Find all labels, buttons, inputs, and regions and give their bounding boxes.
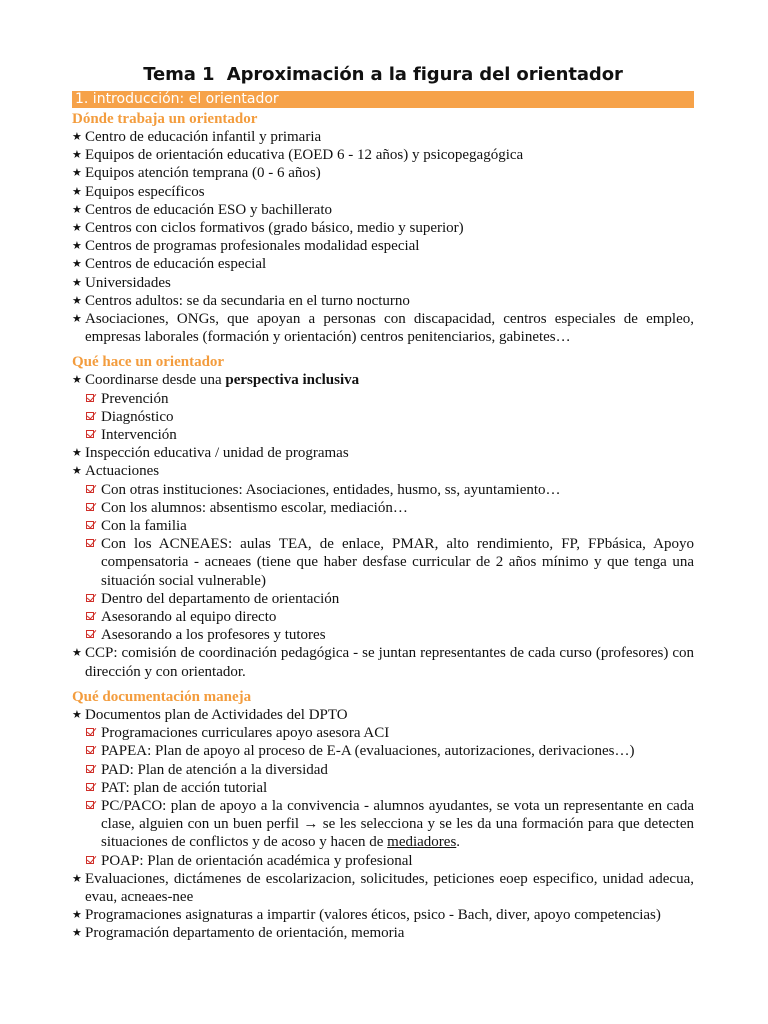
star-bullet-icon: ★ xyxy=(72,166,82,180)
list-item xyxy=(86,426,694,444)
list-item xyxy=(86,499,694,517)
checkbox-checked-icon xyxy=(86,485,94,493)
list-item-text: Prevención xyxy=(101,390,169,407)
plan-text: Documentos plan de Actividades del DPTO xyxy=(85,706,348,723)
list-item-text: POAP: Plan de orientación académica y profesional xyxy=(101,852,413,869)
list-item xyxy=(72,644,694,680)
checkbox-checked-icon xyxy=(86,539,94,547)
section-header: 1. introducción: el orientador xyxy=(72,91,694,108)
mediadores-underlined: mediadores xyxy=(387,834,457,851)
list-item-text: Asesorando a los profesores y tutores xyxy=(101,627,326,644)
checkbox-checked-icon xyxy=(86,503,94,511)
heading-docs: Qué documentación maneja xyxy=(72,688,252,705)
star-bullet-icon: ★ xyxy=(72,257,82,271)
star-bullet-icon: ★ xyxy=(72,275,82,289)
list-item xyxy=(72,183,694,201)
list-item xyxy=(72,128,694,146)
checkbox-checked-icon xyxy=(86,394,94,402)
star-bullet-icon: ★ xyxy=(72,293,82,307)
list-item-text: Con los alumnos: absentismo escolar, mediación… xyxy=(101,499,408,516)
list-item-text: Asociaciones, ONGs, que apoyan a personas con discapacidad, centros especiales de empleo, empresas laborales (formación y orientación) centros penitenciarios, gabinetes… xyxy=(85,311,694,346)
star-bullet-icon: ★ xyxy=(72,908,82,922)
list-item xyxy=(72,371,694,444)
list-item xyxy=(72,292,694,310)
pc-text: PC/PACO: plan de apoyo a la convivencia - alumnos ayudantes, se vota un representante en cada clase, alguien con un buen perfil → se les selecciona y se les da una formación para que detecten situaciones de conflictos y de acoso y hacen de xyxy=(101,797,694,851)
list-item-text: Asesorando al equipo directo xyxy=(101,609,277,626)
list-item xyxy=(72,310,694,346)
list-item xyxy=(86,852,694,870)
star-bullet-icon: ★ xyxy=(72,446,82,460)
list-item xyxy=(86,724,694,742)
pc-end: . xyxy=(456,834,461,851)
list-item xyxy=(72,219,694,237)
list-item-text: Centros con ciclos formativos (grado básico, medio y superior) xyxy=(85,220,464,237)
list-item xyxy=(72,274,694,292)
list-item-text: PAPEA: Plan de apoyo al proceso de E-A (evaluaciones, autorizaciones, derivaciones…) xyxy=(101,743,635,760)
checkbox-checked-icon xyxy=(86,412,94,420)
list-item-text: Intervención xyxy=(101,427,177,444)
page-title xyxy=(72,64,694,86)
coord-bold: perspectiva inclusiva xyxy=(225,372,360,389)
coord-text: Coordinarse desde una xyxy=(85,372,222,389)
list-item-text: Con los ACNEAES: aulas TEA, de enlace, PMAR, alto rendimiento, FP, FPbásica, Apoyo compensatoria - acneaes (tiene que haber desfase curricular de 2 años mínimo y que tenga una situación social vulnerable) xyxy=(101,536,694,589)
checkbox-checked-icon xyxy=(86,765,94,773)
list-item xyxy=(86,779,694,797)
star-bullet-icon: ★ xyxy=(72,464,82,478)
list-item xyxy=(72,444,694,462)
checkbox-checked-icon xyxy=(86,801,94,809)
list-item-text: Programación departamento de orientación, memoria xyxy=(85,925,405,942)
list-item xyxy=(72,255,694,273)
star-bullet-icon: ★ xyxy=(72,148,82,162)
star-bullet-icon: ★ xyxy=(72,312,82,326)
what-list xyxy=(72,371,694,680)
list-item xyxy=(72,906,694,924)
list-item-text: Centros de programas profesionales modalidad especial xyxy=(85,238,420,255)
star-bullet-icon: ★ xyxy=(72,202,82,216)
heading-what: Qué hace un orientador xyxy=(72,354,225,371)
list-item xyxy=(72,462,694,644)
list-item xyxy=(86,742,694,760)
list-item-text: Centros de educación ESO y bachillerato xyxy=(85,201,333,218)
list-item xyxy=(86,626,694,644)
list-item-text: PAT: plan de acción tutorial xyxy=(101,779,268,796)
list-item-text: Equipos de orientación educativa (EOED 6 - 12 años) y psicopegagógica xyxy=(85,147,524,164)
star-bullet-icon: ★ xyxy=(72,184,82,198)
list-item-text: Programaciones asignaturas a impartir (valores éticos, psico - Bach, diver, apoyo competencias) xyxy=(85,907,661,924)
list-item-text: Programaciones curriculares apoyo asesora ACI xyxy=(101,725,390,742)
list-item xyxy=(72,146,694,164)
list-item xyxy=(86,761,694,779)
list-item xyxy=(86,517,694,535)
list-item xyxy=(72,164,694,182)
list-item xyxy=(86,797,694,852)
list-item-text: Con otras instituciones: Asociaciones, entidades, husmo, ss, ayuntamiento… xyxy=(101,481,561,498)
list-item xyxy=(72,237,694,255)
checkbox-checked-icon xyxy=(86,746,94,754)
star-bullet-icon: ★ xyxy=(72,373,82,387)
checkbox-checked-icon xyxy=(86,594,94,602)
star-bullet-icon: ★ xyxy=(72,130,82,143)
checkbox-checked-icon xyxy=(86,728,94,736)
list-item xyxy=(86,608,694,626)
inspeccion-text: Inspección educativa / unidad de programas xyxy=(85,445,349,462)
list-item xyxy=(72,706,694,870)
list-item-text: Centro de educación infantil y primaria xyxy=(85,129,322,145)
star-bullet-icon: ★ xyxy=(72,707,82,721)
list-item xyxy=(86,535,694,590)
list-item xyxy=(86,590,694,608)
plan-sublist xyxy=(85,724,694,870)
list-item-text: Centros adultos: se da secundaria en el turno nocturno xyxy=(85,292,410,309)
document-content xyxy=(72,64,694,943)
checkbox-checked-icon xyxy=(86,783,94,791)
list-item xyxy=(72,870,694,906)
star-bullet-icon: ★ xyxy=(72,646,82,660)
checkbox-checked-icon xyxy=(86,612,94,620)
checkbox-checked-icon xyxy=(86,430,94,438)
list-item-text: Evaluaciones, dictámenes de escolarizacion, solicitudes, peticiones eoep especifico, unidad adecua, evau, acneaes-nee xyxy=(85,870,694,905)
heading-where: Dónde trabaja un orientador xyxy=(72,111,258,127)
list-item-text: Dentro del departamento de orientación xyxy=(101,590,340,607)
coord-sublist xyxy=(85,390,694,445)
checkbox-checked-icon xyxy=(86,856,94,864)
list-item xyxy=(72,924,694,942)
checkbox-checked-icon xyxy=(86,630,94,638)
list-item xyxy=(86,408,694,426)
list-item xyxy=(86,481,694,499)
list-item-text: Diagnóstico xyxy=(101,408,174,425)
list-item-text: Equipos específicos xyxy=(85,183,205,200)
where-list xyxy=(72,128,694,346)
star-bullet-icon: ★ xyxy=(72,221,82,235)
checkbox-checked-icon xyxy=(86,521,94,529)
ccp-text: CCP: comisión de coordinación pedagógica - se juntan representantes de cada curso (profesores) con dirección y con orientador. xyxy=(85,645,694,680)
title-topic: Tema 1 xyxy=(143,64,215,85)
list-item-text: PAD: Plan de atención a la diversidad xyxy=(101,761,328,778)
list-item-text: Centros de educación especial xyxy=(85,256,267,273)
list-item xyxy=(72,201,694,219)
star-bullet-icon: ★ xyxy=(72,926,82,940)
list-item-text: Con la familia xyxy=(101,518,187,535)
star-bullet-icon: ★ xyxy=(72,239,82,253)
list-item xyxy=(86,390,694,408)
star-bullet-icon: ★ xyxy=(72,871,82,885)
title-text: Aproximación a la figura del orientador xyxy=(226,64,623,85)
actuaciones-sublist xyxy=(85,481,694,645)
actuaciones-text: Actuaciones xyxy=(85,463,160,480)
list-item-text: Universidades xyxy=(85,274,171,291)
list-item-text: Equipos atención temprana (0 - 6 años) xyxy=(85,165,321,182)
docs-list xyxy=(72,706,694,943)
